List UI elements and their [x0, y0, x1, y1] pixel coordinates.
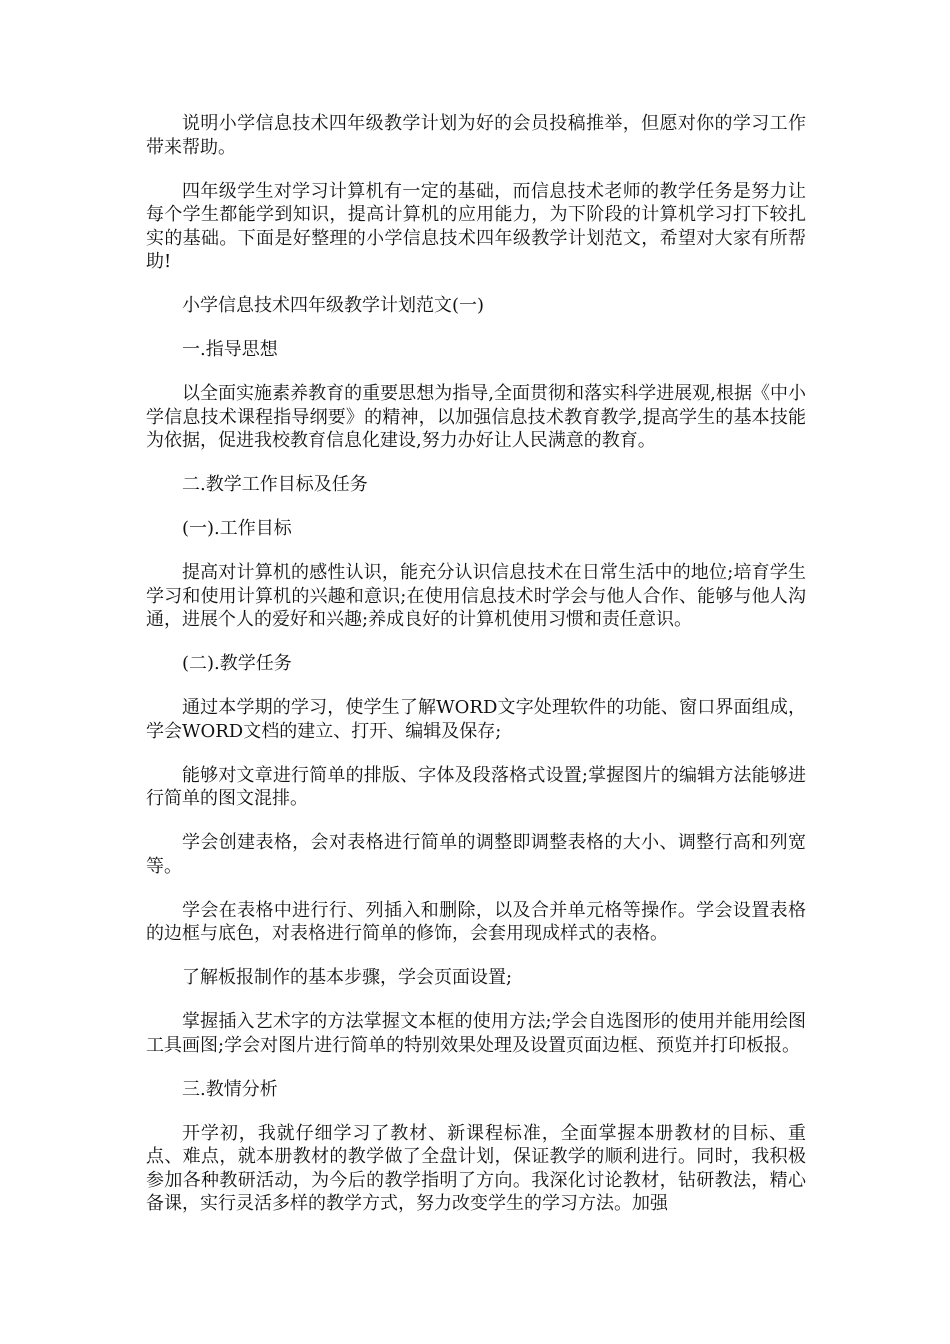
intro-paragraph: 说明小学信息技术四年级教学计划为好的会员投稿推举，但愿对你的学习工作带来帮助。: [146, 113, 806, 158]
teaching-analysis-paragraph: 开学初，我就仔细学习了教材、新课程标准，全面掌握本册教材的目标、重点、难点，就本册教材的教学做了全盘计划，保证教学的顺利进行。同时，我积极参加各种教研活动，为今后的教学指明了方向。我深化讨论教材，钻研教法，精心备课，实行灵活多样的教学方式，努力改变学生的学习方法。加强: [146, 1122, 806, 1214]
task-paragraph: 学会在表格中进行行、列插入和删除，以及合并单元格等操作。学会设置表格的边框与底色，对表格进行简单的修饰，会套用现成样式的表格。: [146, 899, 806, 944]
task-paragraph: 掌握插入艺术字的方法掌握文本框的使用方法;学会自选图形的使用并能用绘图工具画图;学会对图片进行简单的特别效果处理及设置页面边框、预览并打印板报。: [146, 1011, 806, 1056]
subheading-teaching-tasks: (二).教学任务: [182, 653, 292, 674]
guiding-thought-paragraph: 以全面实施素养教育的重要思想为指导,全面贯彻和落实科学进展观,根据《中小学信息技术课程指导纲要》的精神，以加强信息技术教育教学,提高学生的基本技能为依据，促进我校教育信息化建设,努力办好让人民满意的教育。: [146, 383, 806, 451]
section-heading-goals-and-tasks: 二.教学工作目标及任务: [182, 474, 368, 495]
document-title: 小学信息技术四年级教学计划范文(一): [182, 295, 485, 316]
subheading-work-goals: (一).工作目标: [182, 518, 292, 539]
work-goals-paragraph: 提高对计算机的感性认识，能充分认识信息技术在日常生活中的地位;培育学生学习和使用计算机的兴趣和意识;在使用信息技术时学会与他人合作、能够与他人沟通，进展个人的爱好和兴趣;养成良好的计算机使用习惯和责任意识。: [146, 562, 806, 630]
task-paragraph: 通过本学期的学习，使学生了解WORD文字处理软件的功能、窗口界面组成，学会WORD文档的建立、打开、编辑及保存;: [146, 697, 806, 742]
task-paragraph: 能够对文章进行简单的排版、字体及段落格式设置;掌握图片的编辑方法能够进行简单的图文混排。: [146, 764, 806, 809]
task-paragraph: 学会创建表格，会对表格进行简单的调整即调整表格的大小、调整行高和列宽等。: [146, 832, 806, 877]
document-body: [146, 112, 806, 1236]
summary-paragraph: 四年级学生对学习计算机有一定的基础，而信息技术老师的教学任务是努力让每个学生都能学到知识，提高计算机的应用能力，为下阶段的计算机学习打下较扎实的基础。下面是好整理的小学信息技术四年级教学计划范文，希望对大家有所帮助!: [146, 180, 806, 272]
section-heading-guiding-thought: 一.指导思想: [182, 339, 278, 360]
section-heading-teaching-analysis: 三.教情分析: [182, 1078, 278, 1100]
task-paragraph: 了解板报制作的基本步骤，学会页面设置;: [182, 967, 513, 988]
